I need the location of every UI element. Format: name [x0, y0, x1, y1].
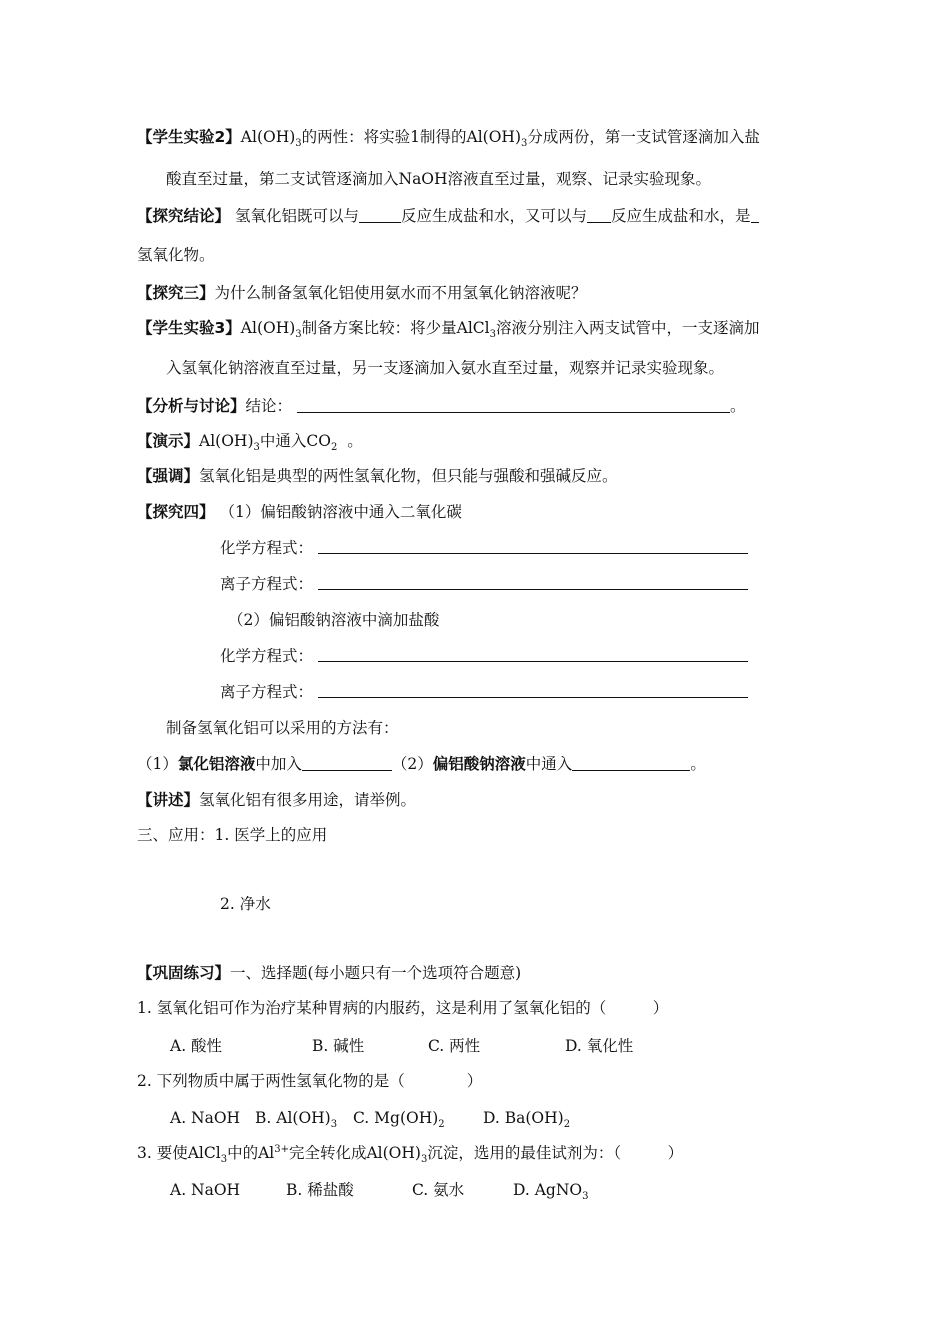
lecture-line: 【讲述】氢氧化铝有很多用途，请举例。 [137, 791, 417, 809]
methods-answers: （1）氯化铝溶液中加入 （2）偏铝酸钠溶液中通入 。 [137, 755, 706, 773]
answer-line [318, 553, 748, 554]
q3-option-b: B. 稀盐酸 [286, 1181, 354, 1199]
q2-option-c: C. $Mg(OH)_2$ [353, 1109, 445, 1131]
conclusion-line1: 【探究结论】 氢氧化铝既可以与 反应生成盐和水，又可以与 反应生成盐和水，是 [137, 206, 759, 226]
q2-option-a: A. NaOH [170, 1109, 241, 1127]
q2-option-d: D. $Ba(OH)_2$ [483, 1109, 571, 1131]
practice-title: 【巩固练习】一、选择题(每小题只有一个选项符合题意) [137, 964, 522, 982]
q1-stem: 1. 氢氧化铝可作为治疗某种胃病的内服药，这是利用了氢氧化铝的（ ） [137, 999, 669, 1017]
answer-blank [572, 755, 690, 771]
answer-line [318, 661, 748, 662]
exp2-label: 【学生实验2】 [137, 128, 241, 146]
answer-line [318, 697, 748, 698]
q2-stem: 2. 下列物质中属于两性氢氧化物的是（ ） [137, 1072, 483, 1090]
emphasis-label: 【强调】 [137, 467, 200, 485]
inquiry4-item2: （2）偏铝酸钠溶液中滴加盐酸 [228, 611, 440, 629]
conclusion-line2: 氢氧化物。 [137, 246, 215, 264]
q1-option-c: C. 两性 [428, 1037, 481, 1055]
q2-option-b: B. $Al(OH)_3$ [255, 1109, 338, 1131]
applications-line1: 三、应用：1. 医学上的应用 [137, 826, 328, 844]
ion-eq-label-2: 离子方程式： [220, 683, 314, 701]
q1-option-a: A. 酸性 [170, 1037, 223, 1055]
exp3-line2: 入氢氧化钠溶液直至过量，另一支逐滴加入氨水直至过量，观察并记录实验现象。 [166, 359, 725, 377]
exp3-label: 【学生实验3】 [137, 319, 241, 337]
blank [587, 207, 611, 223]
inquiry3-line: 【探究三】为什么制备氢氧化铝使用氨水而不用氢氧化钠溶液呢？ [137, 284, 587, 302]
q3-option-d: D. AgNO$_3$ [513, 1181, 589, 1203]
inquiry4-label: 【探究四】 [137, 503, 215, 521]
applications-line2: 2. 净水 [220, 895, 271, 913]
exp2-line1: 【学生实验2】$Al(OH)_3$的两性：将实验1制得的$Al(OH)_3$分成两份，第一支试管逐滴加入盐 [137, 128, 760, 150]
q1-option-b: B. 碱性 [312, 1037, 365, 1055]
analysis-label: 【分析与讨论】 [137, 397, 246, 415]
q3-option-a: A. NaOH [170, 1181, 241, 1199]
exp3-line1: 【学生实验3】$Al(OH)_3$制备方案比较：将少量AlCl$_3$溶液分别注入两支试管中，一支逐滴加 [137, 319, 760, 341]
analysis-line: 【分析与讨论】结论： 。 [137, 397, 746, 415]
q1-option-d: D. 氧化性 [565, 1037, 634, 1055]
answer-blank [297, 397, 730, 413]
lecture-label: 【讲述】 [137, 791, 200, 809]
blank [751, 207, 759, 223]
answer-line [318, 589, 748, 590]
q3-stem: 3. 要使AlCl$_3$中的$Al^{3+}$完全转化成$Al(OH)_3$沉淀，选用的最佳试剂为：（ ） [137, 1143, 684, 1166]
chem-eq-label-1: 化学方程式： [220, 539, 314, 557]
answer-blank [302, 755, 392, 771]
methods-line: 制备氢氧化铝可以采用的方法有： [166, 719, 399, 737]
emphasis-line: 【强调】氢氧化铝是典型的两性氢氧化物，但只能与强酸和强碱反应。 [137, 467, 618, 485]
demo-line: 【演示】$Al(OH)_3$中通入$CO_2$ 。 [137, 432, 363, 454]
demo-label: 【演示】 [137, 432, 200, 450]
practice-label: 【巩固练习】 [137, 964, 231, 982]
conclusion-label: 【探究结论】 [137, 207, 231, 225]
q3-option-c: C. 氨水 [412, 1181, 465, 1199]
inquiry4-line: 【探究四】 （1）偏铝酸钠溶液中通入二氧化碳 [137, 503, 462, 521]
exp2-line2: 酸直至过量，第二支试管逐滴加入NaOH溶液直至过量，观察、记录实验现象。 [166, 170, 712, 188]
inquiry3-label: 【探究三】 [137, 284, 215, 302]
ion-eq-label-1: 离子方程式： [220, 575, 314, 593]
chem-eq-label-2: 化学方程式： [220, 647, 314, 665]
blank [359, 207, 401, 223]
